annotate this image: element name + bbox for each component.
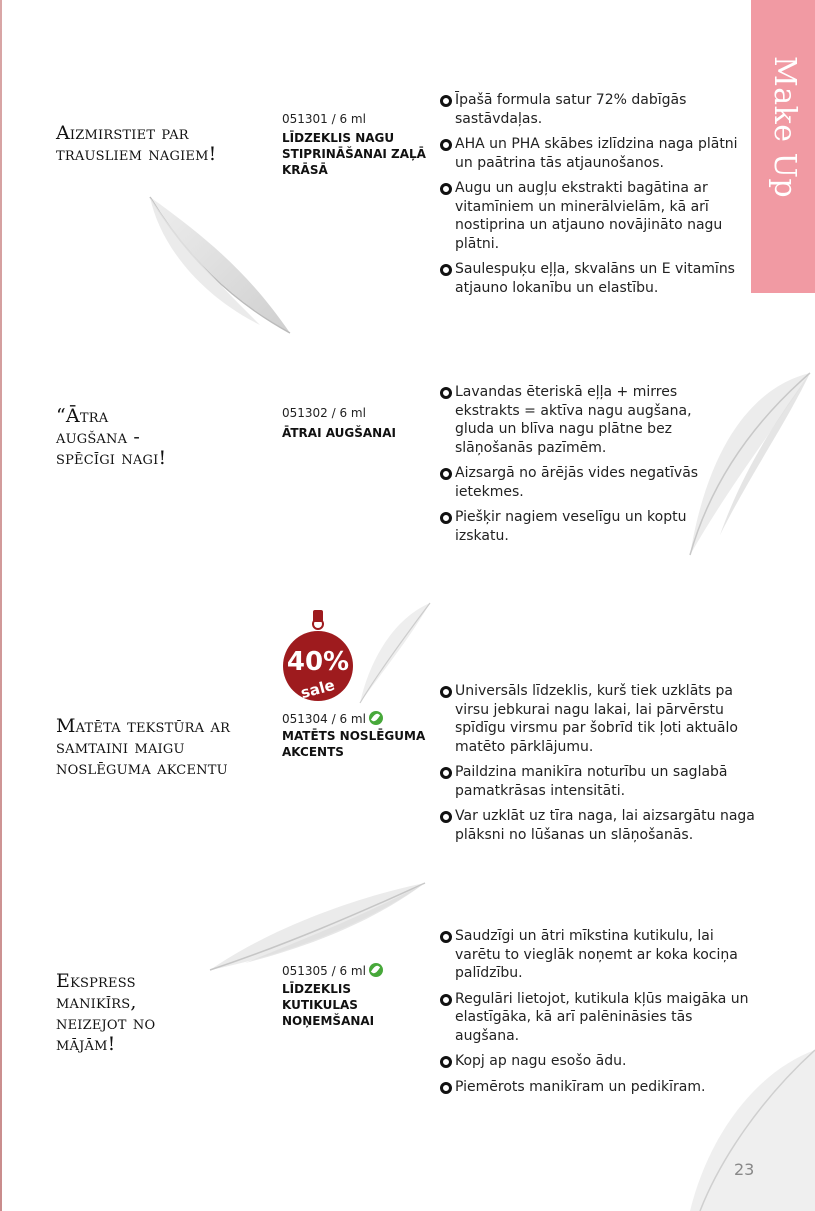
section-tab <box>751 0 815 293</box>
bullet-icon <box>440 931 452 943</box>
feature-item: Var uzklāt uz tīra naga, lai aizsargātu naga plāksni no lūšanas un slāņošanās. <box>440 807 762 844</box>
bullet-icon <box>440 811 452 823</box>
feature-list <box>440 682 762 851</box>
product-name: LĪDZEKLIS NAGU STIPRINĀŠANAI ZAĻĀ KRĀSĀ <box>282 131 426 177</box>
section-tab-label: Make Up <box>767 56 802 199</box>
bullet-icon <box>440 767 452 779</box>
feature-item: Saudzīgi un ātri mīkstina kutikulu, lai varētu to vieglāk noņemt ar koka kociņa palīdzību. <box>440 927 752 983</box>
feature-item: Piešķir nagiem veselīgu un koptu izskatu. <box>440 508 730 545</box>
feature-list <box>440 383 730 552</box>
bullet-icon <box>440 95 452 107</box>
bullet-icon <box>440 512 452 524</box>
bullet-icon <box>440 468 452 480</box>
feature-item: AHA un PHA skābes izlīdzina naga plātni un paātrina tās atjaunošanos. <box>440 135 740 172</box>
sale-percent: 40% <box>286 647 350 677</box>
product-code: 051301 / 6 ml <box>282 112 366 126</box>
product-heading: Matēta tekstūra ar samtaini maigu noslēguma akcentu <box>56 715 231 779</box>
feature-item: Piemērots manikīram un pedikīram. <box>440 1078 752 1097</box>
leaf-icon <box>369 711 383 725</box>
feature-item: Universāls līdzeklis, kurš tiek uzklāts pa virsu jebkurai nagu lakai, lai pārvērstu spīdīgu virsmu par šobrīd tik ļoti aktuālo matēto pārklājumu. <box>440 682 762 756</box>
sale-word: sale <box>298 675 337 703</box>
bullet-icon <box>440 1056 452 1068</box>
feature-list <box>440 91 740 304</box>
product-code: 051305 / 6 ml <box>282 963 383 978</box>
product-name: LĪDZEKLIS KUTIKULAS NOŅEMŠANAI <box>282 982 375 1028</box>
feature-item: Saulespuķu eļļa, skvalāns un E vitamīns atjauno lokanību un elastību. <box>440 260 740 297</box>
page-number: 23 <box>734 1160 755 1179</box>
bullet-icon <box>440 387 452 399</box>
bullet-icon <box>440 994 452 1006</box>
feature-item: Paildzina manikīra noturību un saglabā pamatkrāsas intensitāti. <box>440 763 762 800</box>
feature-item: Aizsargā no ārējās vides negatīvās ietekmes. <box>440 464 730 501</box>
feature-item: Lavandas ēteriskā eļļa + mirres ekstrakts = aktīva nagu augšana, gluda un blīva nagu plātne bez slāņošanās pazīmēm. <box>440 383 730 457</box>
bullet-icon <box>440 139 452 151</box>
bullet-icon <box>440 264 452 276</box>
leaf-icon <box>369 963 383 977</box>
product-heading: Aizmirstiet par trausliem nagiem! <box>56 122 217 165</box>
feature-item: Augu un augļu ekstrakti bagātina ar vitamīniem un minerālvielām, kā arī nostiprina un atjauno novājināto nagu plātni. <box>440 179 740 253</box>
feather-illustration <box>345 598 435 708</box>
feature-item: Kopj ap nagu esošo ādu. <box>440 1052 752 1071</box>
product-code: 051302 / 6 ml <box>282 406 366 420</box>
sale-badge <box>283 608 353 708</box>
feature-item: Īpašā formula satur 72% dabīgās sastāvdaļas. <box>440 91 740 128</box>
left-edge-rule <box>0 0 2 1211</box>
product-heading: Ekspress manikīrs, neizejot no mājām! <box>56 970 156 1055</box>
product-name: MATĒTS NOSLĒGUMA AKCENTS <box>282 729 426 759</box>
bullet-icon <box>440 686 452 698</box>
product-heading: “Ātra augšana - spēcīgi nagi! <box>56 405 167 469</box>
feature-list <box>440 927 752 1103</box>
product-name: ĀTRAI AUGŠANAI <box>282 426 396 440</box>
product-code: 051304 / 6 ml <box>282 711 383 726</box>
feature-item: Regulāri lietojot, kutikula kļūs maigāka un elastīgāka, kā arī palēnināsies tās augšana. <box>440 990 752 1046</box>
bullet-icon <box>440 1082 452 1094</box>
feather-illustration <box>140 185 300 345</box>
bullet-icon <box>440 183 452 195</box>
